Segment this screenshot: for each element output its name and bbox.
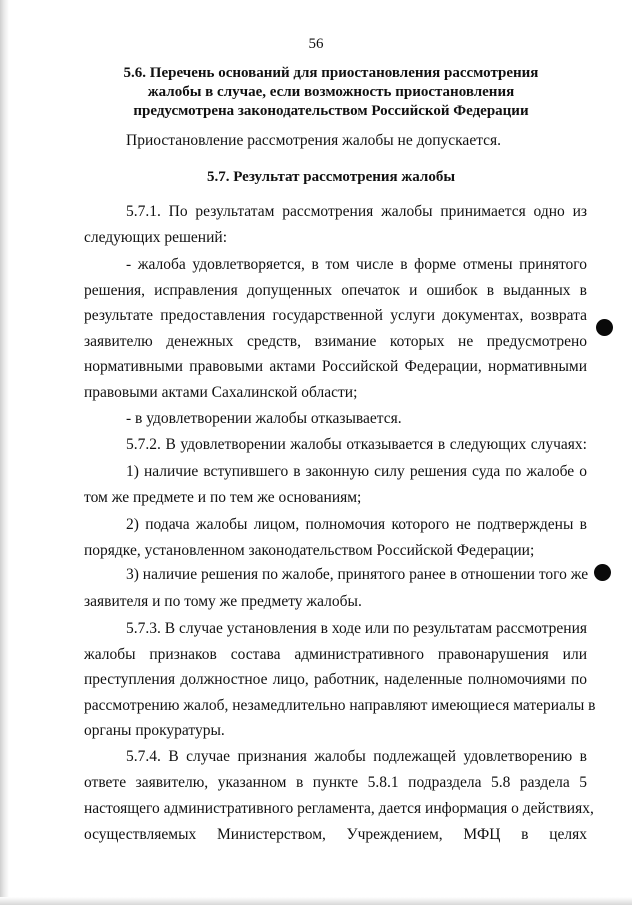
section-5-6-heading-line-3: предусмотрена законодательством Российской Федерации	[133, 103, 529, 119]
paragraph-line: порядке, установленном законодательством Российской Федерации;	[84, 542, 535, 559]
paragraph-line: жалобы признаков состава административного правонарушения или	[84, 646, 587, 663]
paragraph-line: результате предоставления государственной услуги документах, возврата	[84, 307, 587, 324]
paragraph-line: 5.7.1. По результатам рассмотрения жалобы принимается одно из	[126, 203, 587, 220]
paragraph-line: следующих решений:	[84, 229, 227, 246]
paragraph-line: 5.7.3. В случае установления в ходе или по результатам рассмотрения	[126, 620, 587, 637]
paragraph-line: заявителя и по тому же предмету жалобы.	[84, 593, 362, 610]
punch-hole-bottom	[594, 564, 611, 581]
paragraph-line: осуществляемых Министерством, Учреждением, МФЦ в целях	[84, 826, 587, 843]
page-number: 56	[308, 36, 324, 52]
paragraph-line: правовыми актами Сахалинской области;	[84, 384, 358, 401]
paragraph-line: решения, исправления допущенных опечаток и ошибок в выданных в	[84, 282, 587, 299]
paragraph-line: настоящего административного регламента, дается информация о действиях,	[84, 800, 594, 817]
paragraph-line: заявителю денежных средств, взимание которых не предусмотрено	[84, 333, 587, 350]
paragraph-line: 3) наличие решения по жалобе, принятого ранее в отношении того же	[126, 566, 589, 583]
paragraph-line: преступления должностное лицо, работник, наделенные полномочиями по	[84, 671, 587, 688]
punch-hole-top	[596, 319, 613, 336]
paragraph-line: органы прокуратуры.	[84, 722, 225, 739]
section-5-7-heading: 5.7. Результат рассмотрения жалобы	[206, 169, 456, 185]
paragraph-line: 5.7.2. В удовлетворении жалобы отказывается в следующих случаях:	[126, 436, 587, 453]
paragraph-line: 1) наличие вступившего в законную силу решения суда по жалобе о	[126, 463, 587, 480]
paragraph-line: 2) подача жалобы лицом, полномочия которого не подтверждены в	[126, 516, 587, 533]
paragraph-line: - в удовлетворении жалобы отказывается.	[126, 410, 402, 427]
paragraph-line: том же предмете и по тем же основаниям;	[84, 489, 362, 506]
section-5-6-text: Приостановление рассмотрения жалобы не допускается.	[126, 132, 502, 149]
paragraph-line: нормативными правовыми актами Российской Федерации, нормативными	[84, 358, 587, 375]
paragraph-line: ответе заявителю, указанном в пункте 5.8.1 подраздела 5.8 раздела 5	[84, 774, 587, 791]
paragraph-line: 5.7.4. В случае признания жалобы подлежащей удовлетворению в	[126, 748, 587, 765]
scan-left-edge	[0, 0, 9, 905]
section-5-6-heading-line-1: 5.6. Перечень оснований для приостановления рассмотрения	[123, 65, 539, 81]
paragraph-line: - жалоба удовлетворяется, в том числе в форме отмены принятого	[126, 256, 587, 273]
scan-bottom-edge	[0, 897, 632, 905]
section-5-6-heading-line-2: жалобы в случае, если возможность приостановления	[147, 84, 515, 100]
paragraph-line: рассмотрению жалоб, незамедлительно направляют имеющиеся материалы в	[84, 697, 596, 714]
